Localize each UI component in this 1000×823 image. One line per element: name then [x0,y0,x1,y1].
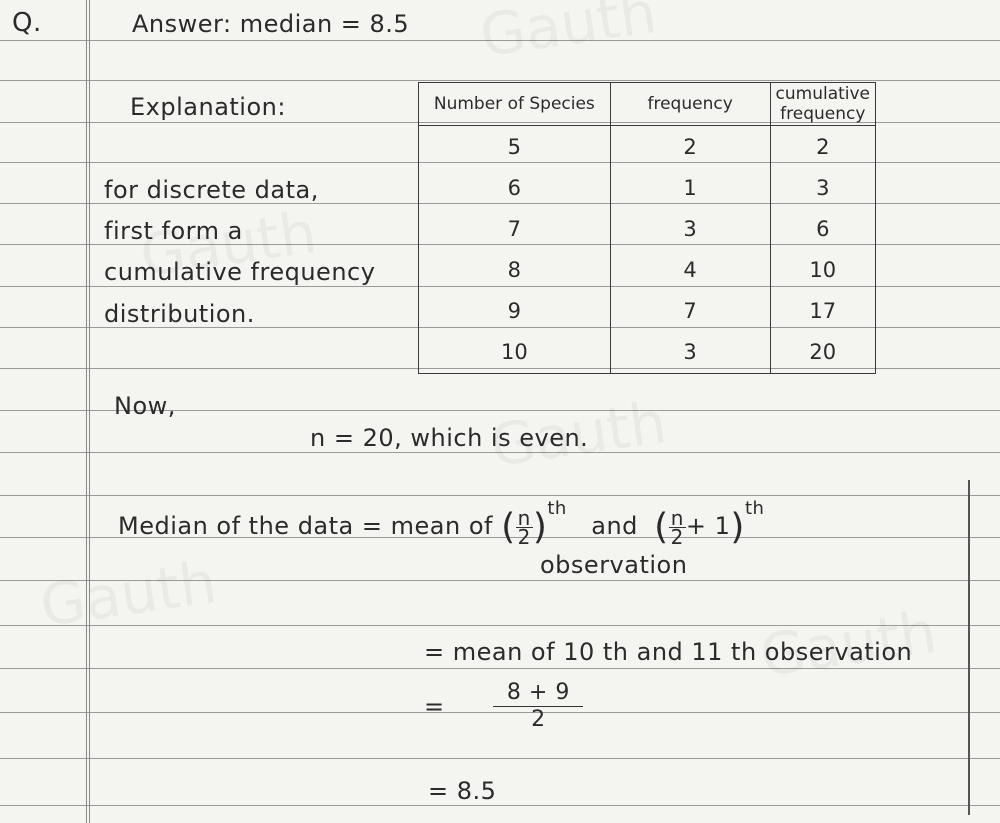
step-fraction [424,680,583,733]
cell-cumulative: 20 [770,332,875,374]
explanation-line: distribution. [104,300,255,328]
observation-label: observation [540,551,688,579]
cell-frequency: 3 [610,332,770,374]
final-result: = 8.5 [428,777,497,805]
explanation-line: cumulative frequency [104,258,376,286]
equals-sign: = [424,692,445,721]
n-value-line [310,424,588,452]
median-lhs: Median of the data = mean of [118,512,493,540]
th-superscript: th [744,498,765,519]
sum-fraction [493,680,583,733]
median-formula: Median of the data = mean of ( $\frac{n}{2}$ )$^{th}$ and ( $\frac{n}{2}$ + 1)$^{th}$ [118,498,765,549]
cell-cumulative: 3 [770,167,875,208]
cell-cumulative: 6 [770,208,875,249]
answer-line: Answer: median = 8.5 [132,10,410,38]
n-parity-note: , which is even. [394,424,589,452]
now-label: Now, [114,392,176,420]
explanation-line: for discrete data, [104,176,319,204]
sum-numerator: 8 + 9 [493,680,583,707]
cumulative-frequency-table [418,82,876,374]
table-row [419,249,876,290]
table-row [419,291,876,332]
table-row [419,167,876,208]
cell-species: 8 [419,249,611,290]
header-cumulative: cumulative frequency [770,83,875,126]
cell-frequency: 4 [610,249,770,290]
step-mean-of-observations: = mean of 10 th and 11 th observation [424,638,913,666]
explanation-heading: Explanation: [130,93,286,121]
cell-frequency: 1 [610,167,770,208]
watermark [36,548,220,640]
n-over-2-fraction: $\frac{n}{2}$ [517,505,531,549]
explanation-line: first form a [104,217,243,245]
cell-cumulative: 17 [770,291,875,332]
sum-denominator: 2 [531,707,546,732]
cell-frequency: 2 [610,126,770,168]
cell-cumulative: 2 [770,126,875,168]
cell-cumulative: 10 [770,249,875,290]
and-label: and [591,512,638,540]
header-species: Number of Species [419,83,611,126]
question-marker: Q. [12,8,42,38]
header-frequency: frequency [610,83,770,126]
cell-species: 6 [419,167,611,208]
plus-one: + 1 [685,512,731,540]
watermark [476,0,660,70]
table-row [419,208,876,249]
table-row [419,332,876,374]
cell-frequency: 7 [610,291,770,332]
th-superscript: th [547,498,567,519]
cell-species: 5 [419,126,611,168]
cell-frequency: 3 [610,208,770,249]
cell-species: 10 [419,332,611,374]
cell-species: 9 [419,291,611,332]
n-over-2-fraction: $\frac{n}{2}$ [670,505,684,549]
n-equation: n = 20 [310,424,395,452]
table-row [419,126,876,168]
table-header-row [419,83,876,126]
cell-species: 7 [419,208,611,249]
